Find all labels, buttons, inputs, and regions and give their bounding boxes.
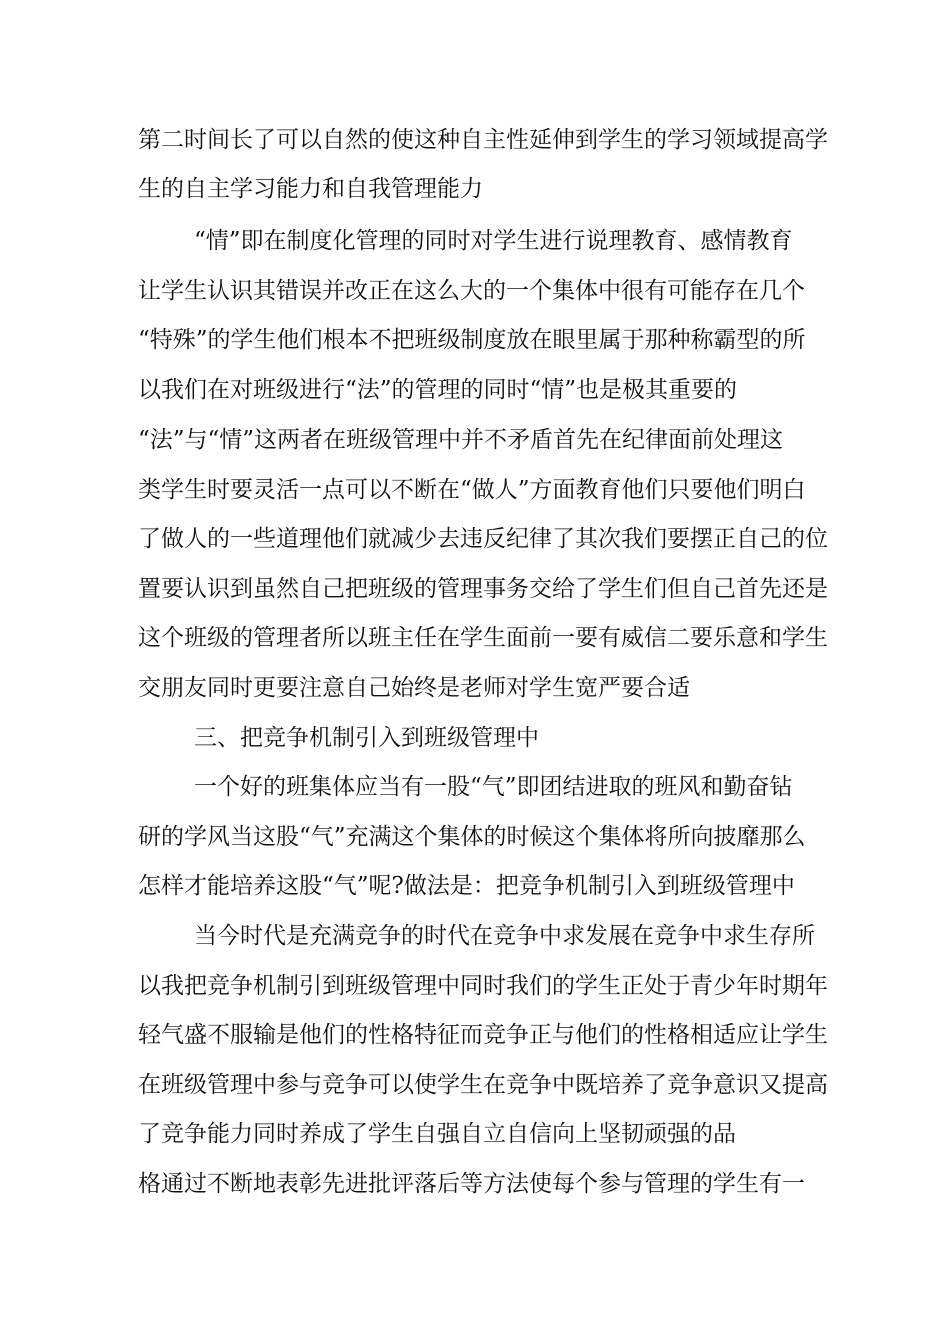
text-line-19: 轻气盛不服输是他们的性格特征而竞争正与他们的性格相适应让学生 (138, 1022, 828, 1048)
text-line-12: 交朋友同时更要注意自己始终是老师对学生宽严要合适 (138, 675, 690, 701)
text-line-7: “法”与“情”这两者在班级管理中并不矛盾首先在纪律面前处理这 (138, 427, 784, 453)
text-line-10: 置要认识到虽然自己把班级的管理事务交给了学生们但自己首先还是 (138, 576, 828, 602)
text-line-22: 格通过不断地表彰先进批评落后等方法使每个参与管理的学生有一 (138, 1171, 805, 1197)
text-line-15: 研的学风当这股“气”充满这个集体的时候这个集体将所向披靡那么 (138, 824, 806, 850)
text-line-18: 以我把竞争机制引到班级管理中同时我们的学生正处于青少年时期年 (138, 973, 828, 999)
text-line-4: 让学生认识其错误并改正在这么大的一个集体中很有可能存在几个 (138, 278, 805, 304)
text-line-6: 以我们在对班级进行“法”的管理的同时“情”也是极其重要的 (138, 377, 738, 403)
text-line-1: 第二时间长了可以自然的使这种自主性延伸到学生的学习领域提高学 (138, 127, 828, 153)
text-line-9: 了做人的一些道理他们就减少去违反纪律了其次我们要摆正自己的位 (138, 526, 828, 552)
text-line-8: 类学生时要灵活一点可以不断在“做人”方面教育他们只要他们明白 (138, 477, 806, 503)
text-line-11: 这个班级的管理者所以班主任在学生面前一要有威信二要乐意和学生 (138, 625, 828, 651)
text-line-3: “情”即在制度化管理的同时对学生进行说理教育、感情教育 (194, 228, 793, 254)
text-line-17: 当今时代是充满竞争的时代在竞争中求发展在竞争中求生存所 (194, 923, 815, 949)
section-heading: 三、把竞争机制引入到班级管理中 (194, 725, 539, 751)
text-line-16: 怎样才能培养这股“气”呢?做法是：把竞争机制引入到班级管理中 (138, 873, 795, 899)
text-line-2: 生的自主学习能力和自我管理能力 (138, 176, 483, 202)
text-line-14: 一个好的班集体应当有一股“气”即团结进取的班风和勤奋钻 (194, 774, 793, 800)
text-line-5: “特殊”的学生他们根本不把班级制度放在眼里属于那种称霸型的所 (138, 327, 806, 353)
text-line-21: 了竞争能力同时养成了学生自强自立自信向上坚韧顽强的品 (138, 1121, 736, 1147)
text-line-20: 在班级管理中参与竞争可以使学生在竞争中既培养了竞争意识又提高 (138, 1072, 828, 1098)
